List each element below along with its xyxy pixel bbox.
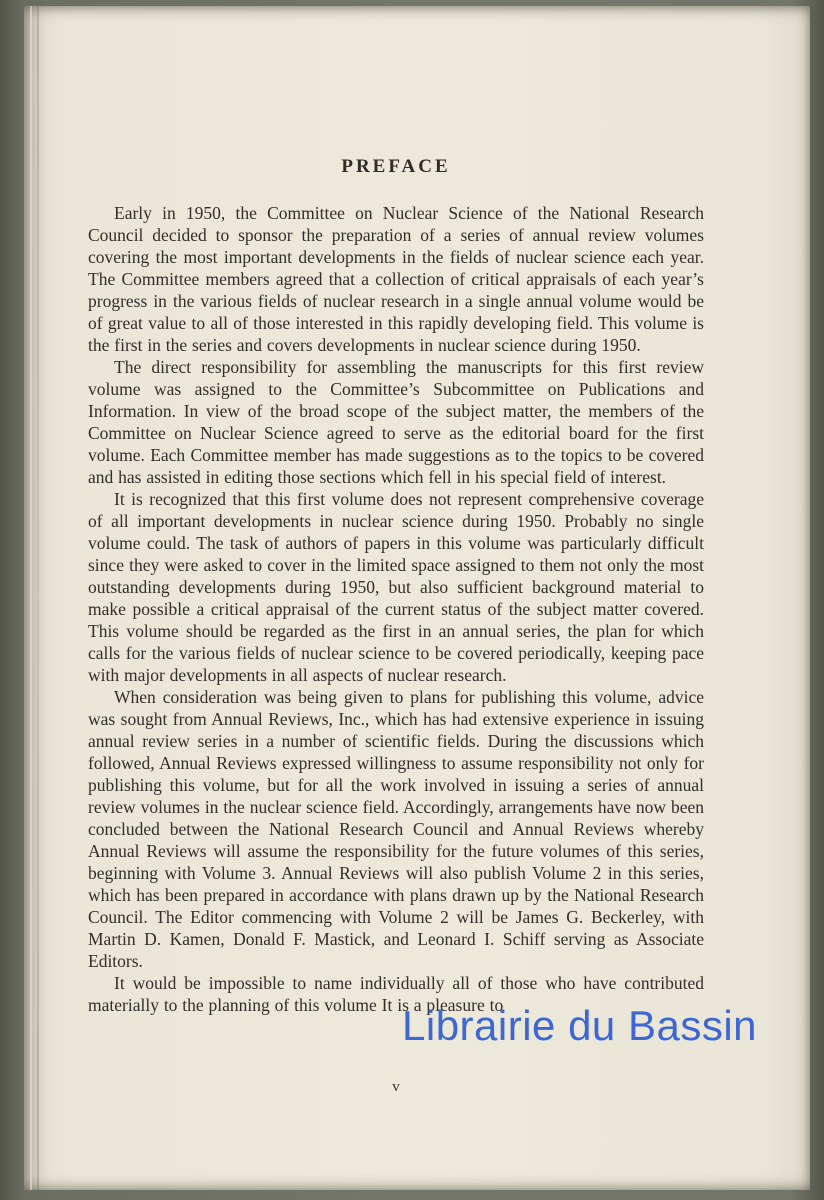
preface-paragraph-1: Early in 1950, the Committee on Nuclear Science of the National Research Council decided to sponsor the preparation of a series of annual review volumes covering the most important developments in the fields of nuclear science each year. The Committee members agreed that a collection of critical appraisals of each year’s progress in the various fields of nuclear research in a single annual volume would be of great value to all of those interested in this rapidly developing field. This volume is the first in the series and covers developments in nuclear science during 1950. bbox=[88, 203, 704, 355]
page-content bbox=[88, 6, 704, 1016]
preface-paragraph-5: It would be impossible to name individually all of those who have contributed materially to the planning of this volume It is a pleasure to bbox=[88, 973, 704, 1015]
preface-paragraph-4: When consideration was being given to plans for publishing this volume, advice was sought from Annual Reviews, Inc., which has had extensive experience in issuing annual review series in a number of scientific fields. During the discussions which followed, Annual Reviews expressed willingness to assume responsibility not only for publishing this volume, but for all the work involved in issuing a series of annual review volumes in the nuclear science field. Accordingly, arrangements have now been concluded between the National Research Council and Annual Reviews whereby Annual Reviews will assume the responsibility for the future volumes of this series, beginning with Volume 3. Annual Reviews will also publish Volume 2 in this series, which has been prepared in accordance with plans drawn up by the National Research Council. The Editor commencing with Volume 2 will be James G. Beckerley, with Martin D. Kamen, Donald F. Mastick, and Leonard I. Schiff serving as Associate Editors. bbox=[88, 687, 704, 971]
book-page bbox=[24, 6, 810, 1190]
preface-paragraph-3: It is recognized that this first volume does not represent comprehensive coverage of all important developments in nuclear science during 1950. Probably no single volume could. The task of authors of papers in this volume was particularly difficult since they were asked to cover in the limited space assigned to them not only the most outstanding developments during 1950, but also sufficient background material to make possible a critical appraisal of the current status of the subject matter covered. This volume should be regarded as the first in an annual series, the plan for which calls for the various fields of nuclear science to be covered periodically, keeping pace with major developments in all aspects of nuclear research. bbox=[88, 489, 704, 685]
page-gutter-crease bbox=[37, 6, 39, 1190]
page-title: PREFACE bbox=[341, 156, 451, 177]
page-number: v bbox=[392, 1079, 400, 1095]
page-edge-highlight bbox=[30, 6, 32, 1190]
watermark-text: Librairie du Bassin bbox=[402, 1002, 758, 1049]
preface-paragraph-2: The direct responsibility for assembling the manuscripts for this first review volume was assigned to the Committee’s Subcommittee on Publications and Information. In view of the broad scope of the subject matter, the members of the Committee on Nuclear Science agreed to serve as the editorial board for the first volume. Each Committee member has made suggestions as to the topics to be covered and has assisted in editing those sections which fell in his special field of interest. bbox=[88, 357, 704, 487]
